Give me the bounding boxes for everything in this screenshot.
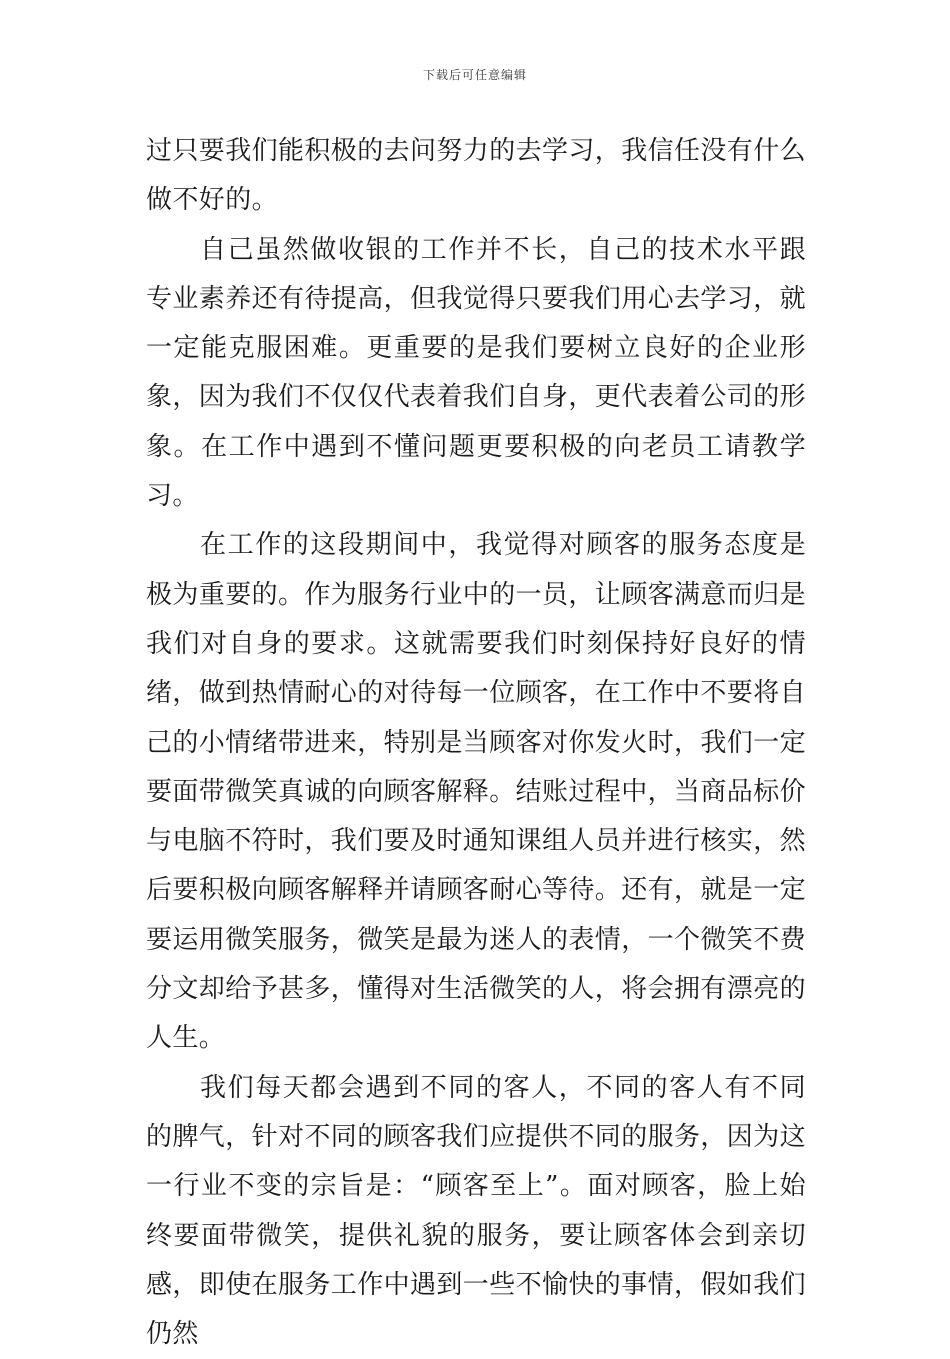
page-header: 下载后可任意编辑 (422, 68, 527, 82)
paragraph-continuation: 过只要我们能积极的去问努力的去学习，我信任没有什么做不好的。 (146, 136, 807, 216)
paragraph-different-customers: 我们每天都会遇到不同的客人，不同的客人有不同的脾气，针对不同的顾客我们应提供不同的服务，因为这一行业不变的宗旨是：“顾客至上”。面对顾客，脸上始终要面带微笑，提供礼貌的服务，要让顾客体会到亲切感，即使在服务工作中遇到一些不愉快的事情，假如我们仍然 (146, 1072, 807, 1350)
paragraph-cashier-work: 自己虽然做收银的工作并不长，自己的技术水平跟专业素养还有待提高，但我觉得只要我们用心去学习，就一定能克服困难。更重要的是我们要树立良好的企业形象，因为我们不仅仅代表着我们自身，更代表着公司的形象。在工作中遇到不懂问题更要积极的向老员工请教学习。 (146, 234, 807, 512)
paragraph-service-attitude: 在工作的这段期间中，我觉得对顾客的服务态度是极为重要的。作为服务行业中的一员，让顾客满意而归是我们对自身的要求。这就需要我们时刻保持好良好的情绪，做到热情耐心的对待每一位顾客，在工作中不要将自己的小情绪带进来，特别是当顾客对你发火时，我们一定要面带微笑真诚的向顾客解释。结账过程中，当商品标价与电脑不符时，我们要及时通知课组人员并进行核实，然后要积极向顾客解释并请顾客耐心等待。还有，就是一定要运用微笑服务，微笑是最为迷人的表情，一个微笑不费分文却给予甚多，懂得对生活微笑的人，将会拥有漂亮的人生。 (146, 530, 807, 1054)
document-body (146, 127, 806, 1359)
